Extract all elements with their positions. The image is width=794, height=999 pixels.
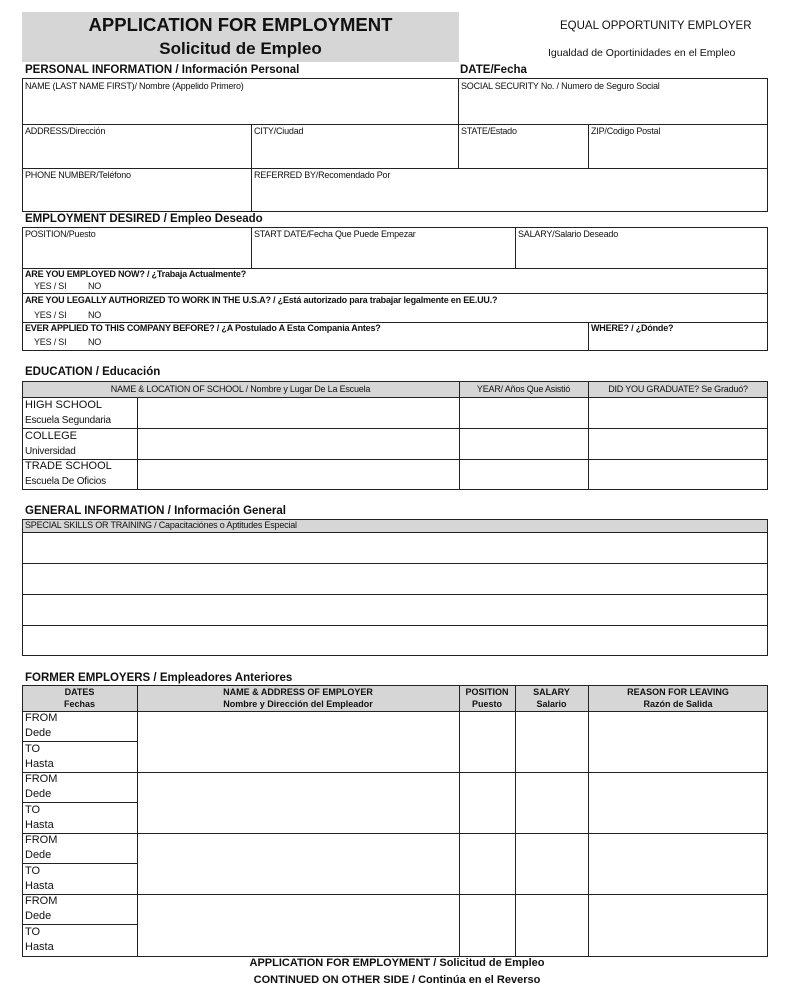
authorized-question: ARE YOU LEGALLY AUTHORIZED TO WORK IN THE U.S.A? / ¿Está autorizado para trabajar legalmente en EE.UU.? (25, 295, 498, 305)
applied-yes-option[interactable]: YES / SI (34, 337, 67, 347)
position-header-es: Puesto (471, 699, 502, 709)
salary-header: SALARY (533, 687, 570, 697)
name-field[interactable]: NAME (LAST NAME FIRST)/ Nombre (Appelido Primero) (25, 81, 244, 91)
to-label-es: Hasta (25, 941, 54, 953)
form-subtitle: Solicitud de Empleo (159, 39, 322, 58)
from-label: FROM (25, 895, 58, 907)
skills-table[interactable] (22, 519, 768, 656)
city-field[interactable]: CITY/Ciudad (254, 126, 304, 136)
year-column-header: YEAR/ Años Que Asistió (476, 384, 571, 394)
to-label-es: Hasta (25, 758, 54, 770)
from-label: FROM (25, 834, 58, 846)
employment-heading: EMPLOYMENT DESIRED / Empleo Deseado (25, 213, 263, 225)
state-field[interactable]: STATE/Estado (461, 126, 517, 136)
education-row-label: HIGH SCHOOL (25, 399, 103, 411)
position-header: POSITION (465, 687, 509, 697)
from-label-es: Dede (25, 910, 52, 922)
eoe-label-es: Igualdad de Oportinidades en el Empleo (548, 47, 736, 59)
where-field[interactable]: WHERE? / ¿Dónde? (591, 323, 674, 333)
footer-title: APPLICATION FOR EMPLOYMENT / Solicitud de Empleo (249, 957, 545, 969)
position-field[interactable]: POSITION/Puesto (25, 229, 96, 239)
employed-yes-option[interactable]: YES / SI (34, 281, 67, 291)
from-label: FROM (25, 773, 58, 785)
from-label-es: Dede (25, 727, 52, 739)
to-label: TO (25, 804, 41, 816)
from-label-es: Dede (25, 849, 52, 861)
employer-header-es: Nombre y Dirección del Empleador (223, 699, 373, 709)
zip-field[interactable]: ZIP/Codigo Postal (591, 126, 661, 136)
school-column-header: NAME & LOCATION OF SCHOOL / Nombre y Lugar De La Escuela (110, 384, 371, 394)
former-employers-table (22, 685, 768, 957)
from-label: FROM (25, 712, 58, 724)
reason-header-es: Razón de Salida (643, 699, 713, 709)
from-label-es: Dede (25, 788, 52, 800)
employer-header: NAME & ADDRESS OF EMPLOYER (223, 687, 373, 697)
reason-header: REASON FOR LEAVING (627, 687, 729, 697)
to-label-es: Hasta (25, 880, 54, 892)
form-title: APPLICATION FOR EMPLOYMENT (88, 14, 393, 35)
education-heading: EDUCATION / Educación (25, 366, 161, 378)
employed-no-option[interactable]: NO (88, 281, 102, 291)
referred-field[interactable]: REFERRED BY/Recomendado Por (254, 170, 391, 180)
to-label: TO (25, 926, 41, 938)
address-field[interactable]: ADDRESS/Dirección (25, 126, 106, 136)
applied-no-option[interactable]: NO (88, 337, 102, 347)
dates-header-es: Fechas (63, 699, 96, 709)
footer-continued: CONTINUED ON OTHER SIDE / Continúa en el Reverso (253, 974, 541, 986)
general-heading: GENERAL INFORMATION / Información General (25, 505, 286, 517)
to-label-es: Hasta (25, 819, 54, 831)
date-label: DATE/Fecha (460, 64, 527, 76)
authorized-no-option[interactable]: NO (88, 310, 102, 320)
to-label: TO (25, 743, 41, 755)
education-row-label: TRADE SCHOOL (25, 460, 112, 472)
personal-table (22, 78, 768, 212)
former-heading: FORMER EMPLOYERS / Empleadores Anteriores (25, 672, 293, 684)
education-row-label-es: Escuela De Oficios (25, 476, 106, 487)
phone-field[interactable]: PHONE NUMBER/Teléfono (25, 170, 131, 180)
ssn-field[interactable]: SOCIAL SECURITY No. / Numero de Seguro Social (461, 81, 660, 91)
education-row-label: COLLEGE (25, 430, 77, 442)
salary-field[interactable]: SALARY/Salario Deseado (518, 229, 618, 239)
salary-header-es: Salario (536, 699, 567, 709)
skills-label: SPECIAL SKILLS OR TRAINING / Capacitaciónes o Aptitudes Especial (25, 520, 297, 530)
education-row-label-es: Universidad (25, 446, 76, 457)
personal-heading: PERSONAL INFORMATION / Información Personal (25, 64, 300, 76)
education-row-label-es: Escuela Segundaria (25, 415, 111, 426)
employed-now-question: ARE YOU EMPLOYED NOW? / ¿Trabaja Actualmente? (25, 269, 247, 279)
graduate-column-header: DID YOU GRADUATE? Se Graduó? (608, 384, 748, 394)
to-label: TO (25, 865, 41, 877)
authorized-yes-option[interactable]: YES / SI (34, 310, 67, 320)
eoe-label: EQUAL OPPORTUNITY EMPLOYER (560, 20, 752, 32)
dates-header: DATES (64, 687, 95, 697)
start-date-field[interactable]: START DATE/Fecha Que Puede Empezar (254, 229, 416, 239)
applied-before-question: EVER APPLIED TO THIS COMPANY BEFORE? / ¿A Postulado A Esta Compania Antes? (25, 323, 381, 333)
